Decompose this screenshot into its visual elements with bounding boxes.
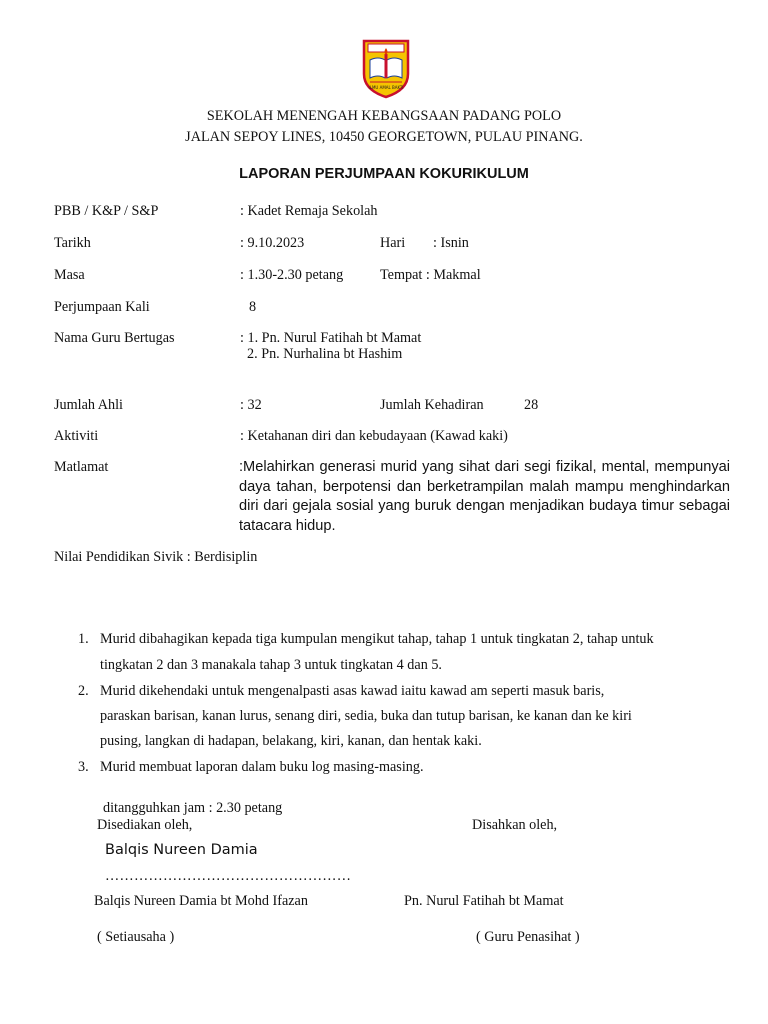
kehadiran-label: Jumlah Kehadiran xyxy=(380,397,484,413)
matlamat-label: Matlamat xyxy=(54,459,109,475)
list-item xyxy=(78,759,424,776)
svg-text:ILMU AMAL BAKTI: ILMU AMAL BAKTI xyxy=(368,85,404,90)
ditangguhkan-text: ditangguhkan jam : 2.30 petang xyxy=(103,800,283,816)
guru-2: 2. Pn. Nurhalina bt Hashim xyxy=(247,346,403,362)
report-title: LAPORAN PERJUMPAAN KOKURIKULUM xyxy=(239,166,529,182)
list-item-continuation: paraskan barisan, kanan lurus, senang diri, sedia, buka dan tutup barisan, ke kanan dan ke kiri xyxy=(100,708,632,724)
role-left: ( Setiausaha ) xyxy=(97,929,175,945)
name-left: Balqis Nureen Damia bt Mohd Ifazan xyxy=(94,893,308,909)
tarikh-label: Tarikh xyxy=(54,235,91,251)
pbb-label: PBB / K&P / S&P xyxy=(54,203,159,219)
pbb-value: : Kadet Remaja Sekolah xyxy=(240,203,378,219)
perjumpaan-label: Perjumpaan Kali xyxy=(54,299,150,315)
kehadiran-value: 28 xyxy=(524,397,539,413)
role-right: ( Guru Penasihat ) xyxy=(476,929,580,945)
list-item-continuation: pusing, langkan di hadapan, belakang, kiri, kanan, dan hentak kaki. xyxy=(100,733,482,749)
list-number: 2. xyxy=(78,683,89,699)
list-number: 3. xyxy=(78,759,89,775)
school-name: SEKOLAH MENENGAH KEBANGSAAN PADANG POLO xyxy=(206,108,562,124)
aktiviti-label: Aktiviti xyxy=(54,428,99,444)
disediakan-label: Disediakan oleh, xyxy=(97,817,193,833)
matlamat-value: :Melahirkan generasi murid yang sihat dari segi fizikal, mental, mempunyai daya tahan, berpotensi dan berketrampilan malah mampu menghindarkan diri dari gejala sosial yang buruk dengan menjadikan budaya timur sebagai tatacara hidup. xyxy=(239,459,730,534)
aktiviti-value: : Ketahanan diri dan kebudayaan (Kawad kaki) xyxy=(240,428,508,444)
list-item xyxy=(78,631,654,648)
list-item-continuation: tingkatan 2 dan 3 manakala tahap 3 untuk tingkatan 4 dan 5. xyxy=(100,657,442,673)
school-address: JALAN SEPOY LINES, 10450 GEORGETOWN, PULAU PINANG. xyxy=(185,129,583,145)
hari-value: : Isnin xyxy=(433,235,469,251)
school-crest-logo xyxy=(360,38,412,100)
list-item xyxy=(78,683,604,700)
name-right: Pn. Nurul Fatihah bt Mamat xyxy=(404,893,564,909)
masa-label: Masa xyxy=(54,267,85,283)
jumlah-ahli-label: Jumlah Ahli xyxy=(54,397,123,413)
masa-value: : 1.30-2.30 petang xyxy=(240,267,344,283)
nilai-sivik: Nilai Pendidikan Sivik : Berdisiplin xyxy=(54,549,258,565)
perjumpaan-value: 8 xyxy=(249,299,257,315)
hari-label: Hari xyxy=(380,235,406,251)
list-number: 1. xyxy=(78,631,89,647)
list-text: Murid dibahagikan kepada tiga kumpulan mengikut tahap, tahap 1 untuk tingkatan 2, tahap untuk xyxy=(100,631,654,647)
tempat-value: Tempat : Makmal xyxy=(380,267,481,283)
guru-1: : 1. Pn. Nurul Fatihah bt Mamat xyxy=(240,330,422,346)
disahkan-label: Disahkan oleh, xyxy=(472,817,558,833)
tarikh-value: : 9.10.2023 xyxy=(240,235,305,251)
signature: Balqis Nureen Damia xyxy=(105,842,258,858)
list-text: Murid dikehendaki untuk mengenalpasti asas kawad iaitu kawad am seperti masuk baris, xyxy=(100,683,605,699)
jumlah-ahli-value: : 32 xyxy=(240,397,262,413)
list-text: Murid membuat laporan dalam buku log masing-masing. xyxy=(100,759,424,775)
signature-line: …………………………………………… xyxy=(105,868,352,884)
guru-label: Nama Guru Bertugas xyxy=(54,330,175,346)
